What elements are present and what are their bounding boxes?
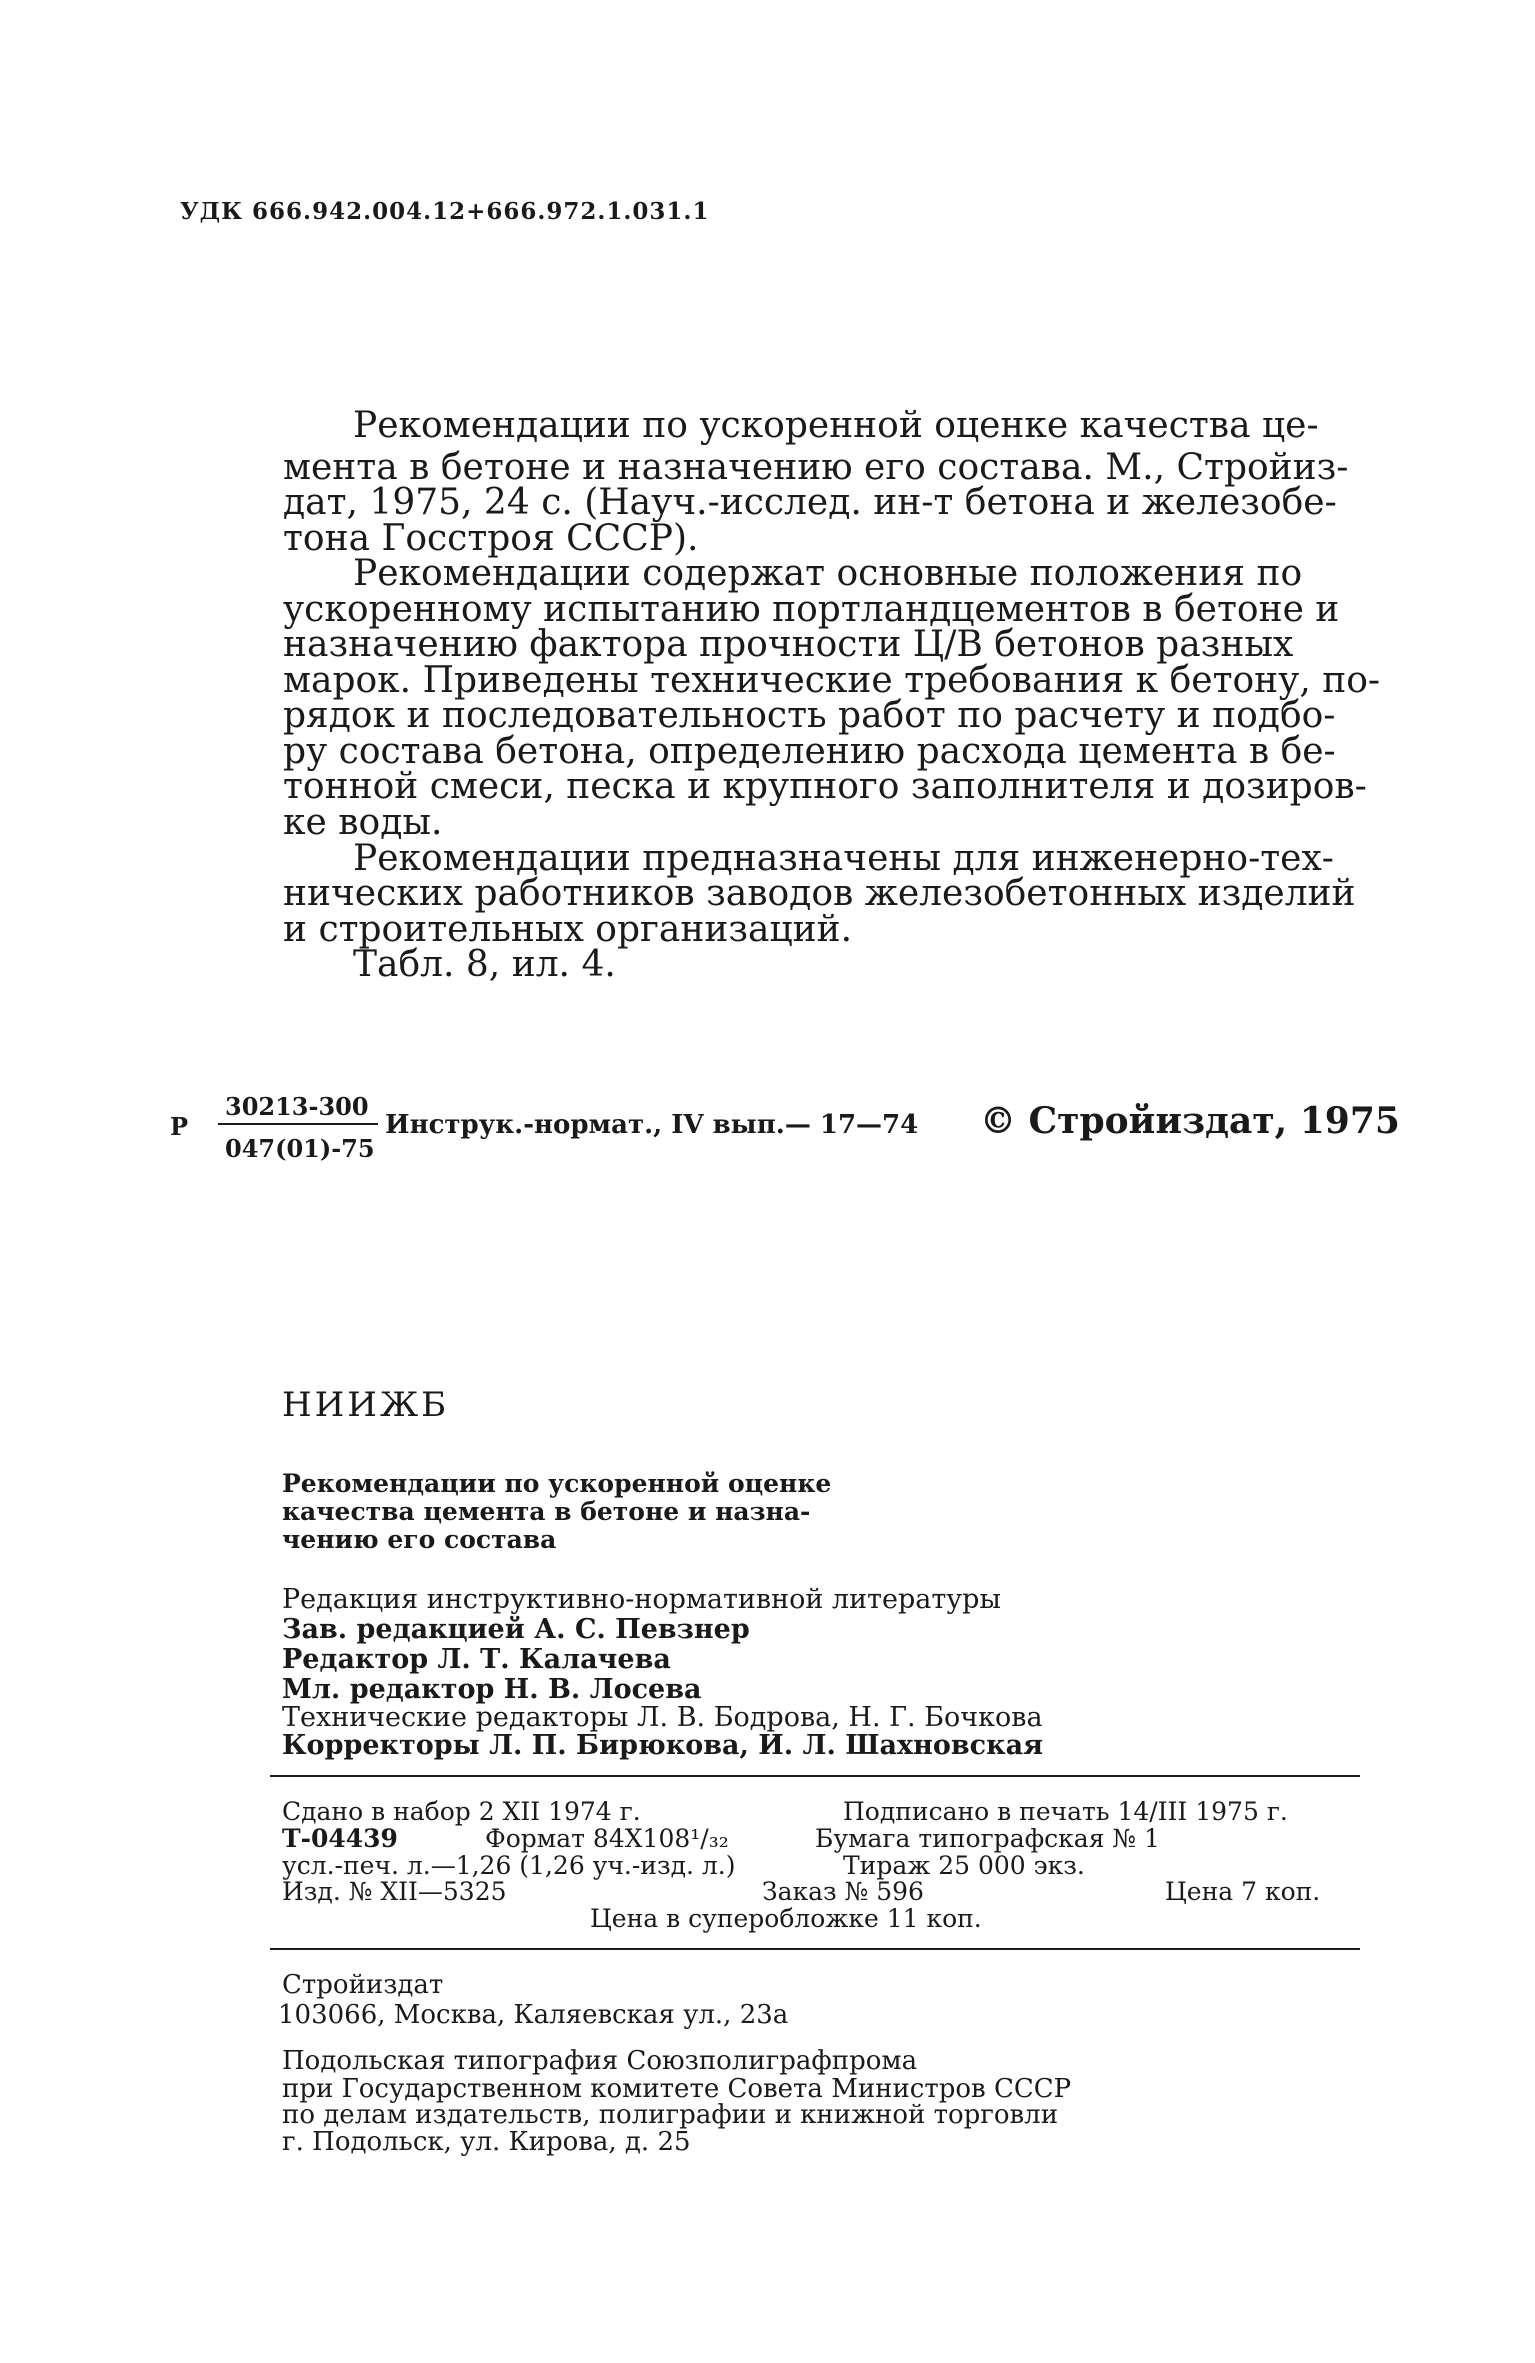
credit-line: Корректоры Л. П. Бирюкова, И. Л. Шахновская (282, 1730, 1044, 1761)
abstract-line: рядок и последовательность работ по расчету и подбо- (283, 695, 1336, 736)
credit-line: Редактор Л. Т. Калачева (282, 1644, 671, 1675)
imprint-order-number: Заказ № 596 (762, 1877, 924, 1906)
abstract-line: назначению фактора прочности Ц/В бетонов разных (283, 624, 1294, 665)
copyright: © Стройиздат, 1975 (980, 1100, 1400, 1142)
abstract-line: марок. Приведены технические требования к бетону, по- (283, 660, 1381, 701)
abstract-line: мента в бетоне и назначению его состава. М., Стройиз- (283, 447, 1349, 488)
abstract-line: дат, 1975, 24 с. (Науч.-исслед. ин-т бетона и железобе- (283, 482, 1337, 523)
address-line: 103066, Москва, Каляевская ул., 23а (278, 2000, 789, 2030)
imprint-sheets: усл.-печ. л.—1,26 (1,26 уч.-изд. л.) (282, 1851, 736, 1880)
udk-code: УДК 666.942.004.12+666.972.1.031.1 (180, 198, 710, 225)
imprint-cover-price: Цена в суперобложке 11 коп. (590, 1904, 982, 1933)
classification-denominator: 047(01)-75 (225, 1134, 375, 1163)
classification-prefix: Р (170, 1112, 189, 1141)
abstract-line: ускоренному испытанию портландцементов в бетоне и (283, 589, 1340, 630)
imprint-typeset-date: Сдано в набор 2 XII 1974 г. (282, 1797, 641, 1826)
imprint-paper: Бумага типографская № 1 (815, 1824, 1160, 1853)
imprint-print-date: Подписано в печать 14/III 1975 г. (843, 1797, 1288, 1826)
divider (270, 1948, 1360, 1950)
imprint-format: Формат 84Х108¹/₃₂ (485, 1824, 729, 1853)
address-line: Подольская типография Союзполиграфпрома (282, 2046, 918, 2076)
imprint-edition-number: Изд. № XII—5325 (282, 1877, 507, 1906)
abstract-line: тонной смеси, песка и крупного заполнителя и дозиров- (283, 766, 1367, 807)
abstract-line: Рекомендации содержат основные положения по (353, 553, 1303, 594)
imprint-price: Цена 7 коп. (1165, 1877, 1321, 1906)
classification-text: Инструк.-нормат., IV вып.— 17—74 (385, 1110, 919, 1140)
abstract-line: нических работников заводов железобетонных изделий (283, 873, 1356, 914)
abstract-line: ру состава бетона, определению расхода цемента в бе- (283, 731, 1336, 772)
abstract-line: Рекомендации по ускоренной оценке качества це- (353, 405, 1319, 446)
credit-line: Зав. редакцией А. С. Певзнер (282, 1614, 750, 1645)
address-line: г. Подольск, ул. Кирова, д. 25 (282, 2127, 691, 2157)
fraction-bar (218, 1123, 378, 1125)
credit-line: Технические редакторы Л. В. Бодрова, Н. Г. Бочкова (282, 1702, 1043, 1733)
abstract-tables-note: Табл. 8, ил. 4. (353, 944, 616, 985)
address-line: Стройиздат (282, 1970, 444, 2000)
imprint-print-run: Тираж 25 000 экз. (843, 1851, 1085, 1880)
address-line: при Государственном комитете Совета Министров СССР (282, 2074, 1072, 2104)
organization-name: НИИЖБ (282, 1385, 450, 1425)
imprint-code: Т-04439 (282, 1824, 398, 1853)
title-line: Рекомендации по ускоренной оценке (282, 1469, 832, 1498)
address-line: по делам издательств, полиграфии и книжной торговли (282, 2100, 1059, 2130)
credit-line: Редакция инструктивно-нормативной литературы (282, 1584, 1001, 1615)
classification-numerator: 30213-300 (225, 1092, 369, 1121)
abstract-line: и строительных организаций. (283, 909, 853, 950)
title-line: чению его состава (282, 1525, 557, 1554)
divider (270, 1775, 1360, 1777)
credit-line: Мл. редактор Н. В. Лосева (282, 1674, 702, 1705)
abstract-line: Рекомендации предназначены для инженерно-тех- (353, 838, 1334, 879)
abstract-line: ке воды. (283, 802, 443, 843)
abstract-line: тона Госстроя СССР). (283, 518, 699, 559)
title-line: качества цемента в бетоне и назна- (282, 1497, 811, 1526)
